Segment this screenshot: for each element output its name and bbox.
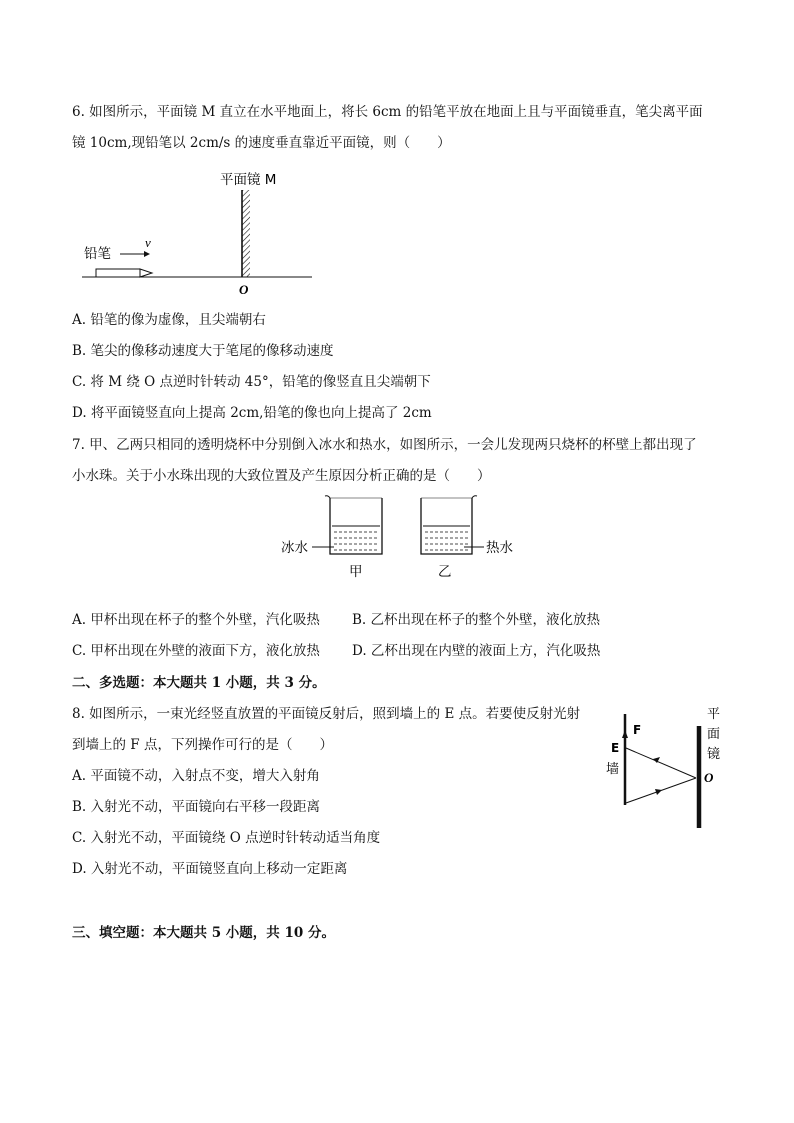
pencil-label: 铅笔: [84, 246, 111, 262]
pencil-body: [96, 269, 140, 277]
q7-option-d: D. 乙杯出现在内壁的液面上方，汽化吸热: [352, 643, 601, 659]
hot-water-label: 热水: [486, 540, 513, 556]
q6-option-b: B. 笔尖的像移动速度大于笔尾的像移动速度: [72, 343, 334, 359]
q8-stem-line2: 到墙上的 F 点，下列操作可行的是（ ）: [72, 737, 333, 753]
pencil-tip: [140, 269, 152, 277]
beaker-jia-label: 甲: [349, 564, 363, 580]
mirror-label-1: 平: [707, 707, 721, 722]
q8-option-a: A. 平面镜不动，入射点不变，增大入射角: [72, 768, 320, 784]
velocity-label: v: [145, 235, 151, 250]
reflected-ray: [626, 748, 696, 778]
wall-label: 墙: [606, 762, 620, 777]
incident-arrowhead: [655, 789, 662, 795]
q6-stem-line1: 6. 如图所示，平面镜 M 直立在水平地面上，将长 6cm 的铅笔平放在地面上且与平面镜垂直，笔尖离平面: [72, 104, 703, 120]
mirror-label-2: 面: [707, 727, 721, 742]
beaker-yi: [421, 496, 477, 554]
q6-figure: [78, 168, 328, 298]
q6-stem-line2: 镜 10cm,现铅笔以 2cm/s 的速度垂直靠近平面镜，则（ ）: [72, 135, 451, 151]
point-o-label: O: [239, 282, 249, 297]
q8-stem-line1: 8. 如图所示，一束光经竖直放置的平面镜反射后，照到墙上的 E 点。若要使反射光射: [72, 706, 581, 722]
point-o-label: O: [704, 770, 714, 785]
q7-option-c: C. 甲杯出现在外壁的液面下方，液化放热: [72, 643, 320, 659]
q8-option-b: B. 入射光不动，平面镜向右平移一段距离: [72, 799, 321, 815]
f-arrowhead: [622, 730, 628, 738]
point-f-label: F: [633, 723, 642, 737]
mirror-hatch: [242, 190, 250, 277]
q7-stem-line2: 小水珠。关于小水珠出现的大致位置及产生原因分析正确的是（ ）: [72, 468, 491, 484]
velocity-arrowhead: [144, 251, 150, 257]
q8-option-c: C. 入射光不动，平面镜绕 O 点逆时针转动适当角度: [72, 830, 381, 846]
q6-option-a: A. 铅笔的像为虚像，且尖端朝右: [72, 312, 266, 328]
beaker-yi-label: 乙: [438, 564, 452, 580]
q7-figure: [278, 494, 528, 584]
q6-option-d: D. 将平面镜竖直向上提高 2cm,铅笔的像也向上提高了 2cm: [72, 405, 432, 421]
point-e-label: E: [611, 741, 620, 755]
q7-stem-line1: 7. 甲、乙两只相同的透明烧杯中分别倒入冰水和热水，如图所示，一会儿发现两只烧杯的杯壁上都出现了: [72, 437, 697, 453]
ice-water-label: 冰水: [281, 540, 308, 556]
mirror-label: 平面镜 M: [220, 172, 277, 188]
section-2-heading: 二、多选题：本大题共 1 小题，共 3 分。: [72, 675, 326, 691]
beaker-jia: [325, 496, 382, 554]
mirror-label-3: 镜: [707, 747, 721, 762]
q7-option-b: B. 乙杯出现在杯子的整个外壁，液化放热: [352, 612, 601, 628]
q6-option-c: C. 将 M 绕 O 点逆时针转动 45°，铅笔的像竖直且尖端朝下: [72, 374, 431, 390]
q8-figure: [600, 700, 730, 835]
q8-option-d: D. 入射光不动，平面镜竖直向上移动一定距离: [72, 861, 348, 877]
q7-option-a: A. 甲杯出现在杯子的整个外壁，汽化吸热: [72, 612, 320, 628]
section-3-heading: 三、填空题：本大题共 5 小题，共 10 分。: [72, 925, 335, 941]
